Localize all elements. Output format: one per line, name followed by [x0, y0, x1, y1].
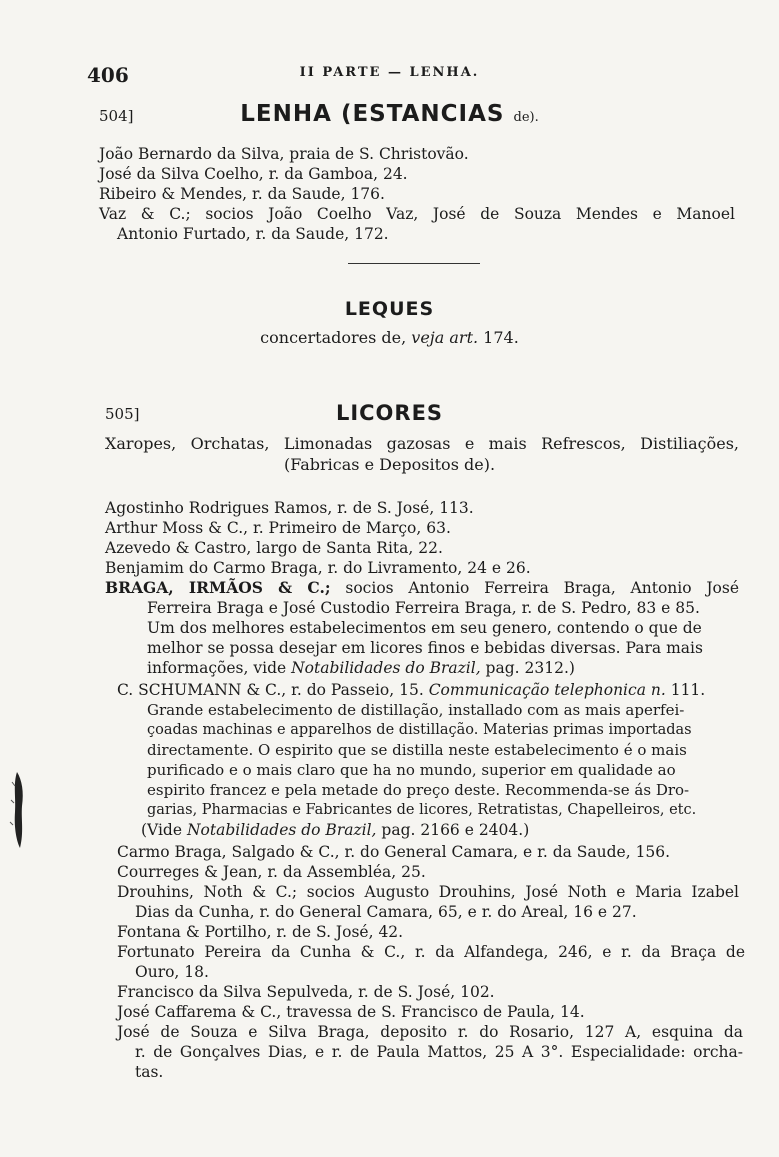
leques-subtitle-ref: veja art. [411, 328, 479, 347]
braga-name: BRAGA, IRMÃOS & C.; [105, 578, 331, 597]
list-item: Agostinho Rodrigues Ramos, r. de S. José, 113. [105, 499, 474, 517]
section-504-title-suffix: de). [513, 110, 539, 125]
list-item-continuation: r. de Gonçalves Dias, e r. de Paula Mattos, 25 A 3°. Especialidade: orcha- [135, 1043, 743, 1061]
page-number: 406 [87, 63, 129, 87]
section-504-title-text: LENHA (ESTANCIAS [240, 101, 505, 127]
list-item-braga [105, 578, 739, 598]
list-item: Courreges & Jean, r. da Assembléa, 25. [117, 863, 426, 881]
list-item-continuation: Antonio Furtado, r. da Saude, 172. [117, 225, 389, 243]
section-504-title [0, 101, 779, 127]
leques-subtitle-num: 174. [478, 328, 519, 347]
braga-line5-text: informações, vide [147, 659, 292, 677]
leques-subtitle-text: concertadores de, [260, 328, 412, 347]
braga-line5-page: pag. 2312.) [480, 659, 575, 677]
schumann-line1-phone: Communicação telephonica n. [428, 681, 666, 699]
schumann-line5: purificado e o mais claro que ha no mundo, superior em qualidade ao [147, 761, 676, 779]
section-505-subtitle-line2: (Fabricas e Depositos de). [283, 455, 496, 474]
list-item: Azevedo & Castro, largo de Santa Rita, 22. [105, 539, 443, 557]
section-leques-subtitle [0, 328, 779, 348]
list-item: Vaz & C.; socios João Coelho Vaz, José de Souza Mendes e Manoel [99, 205, 735, 223]
list-item: Ribeiro & Mendes, r. da Saude, 176. [99, 185, 385, 203]
list-item-continuation: tas. [135, 1063, 164, 1081]
schumann-line8-text: (Vide [141, 821, 187, 839]
schumann-line8-page: pag. 2166 e 2404.) [376, 821, 530, 839]
list-item: José da Silva Coelho, r. da Gamboa, 24. [99, 165, 408, 183]
list-item-schumann [117, 680, 705, 700]
list-item: Drouhins, Noth & C.; socios Augusto Drouhins, José Noth e Maria Izabel [117, 883, 739, 901]
schumann-line2: Grande estabelecimento de distillação, installado com as mais aperfei- [147, 701, 685, 719]
list-item: Francisco da Silva Sepulveda, r. de S. José, 102. [117, 983, 495, 1001]
list-item-continuation: Ouro, 18. [135, 963, 209, 981]
braga-line3: Um dos melhores estabelecimentos em seu genero, contendo o que de [147, 619, 702, 637]
section-505-title: LICORES [335, 401, 444, 425]
list-item-continuation: Dias da Cunha, r. do General Camara, 65, e r. do Areal, 16 e 27. [135, 903, 637, 921]
section-leques-title: LEQUES [344, 298, 435, 320]
schumann-name: C. SCHUMANN & C., [117, 681, 287, 699]
schumann-line3: çoadas machinas e apparelhos de distillação. Materias primas importadas [147, 722, 692, 738]
list-item: Fontana & Portilho, r. de S. José, 42. [117, 923, 404, 941]
list-item: José Caffarema & C., travessa de S. Francisco de Paula, 14. [117, 1003, 585, 1021]
schumann-line7: garias, Pharmacias e Fabricantes de licores, Retratistas, Chapelleiros, etc. [147, 802, 697, 818]
list-item: Carmo Braga, Salgado & C., r. do General Camara, e r. da Saude, 156. [117, 843, 671, 861]
braga-line2: Ferreira Braga e José Custodio Ferreira Braga, r. de S. Pedro, 83 e 85. [147, 599, 700, 617]
list-item: José de Souza e Silva Braga, deposito r. do Rosario, 127 A, esquina da [117, 1023, 743, 1041]
list-item: Arthur Moss & C., r. Primeiro de Março, 63. [105, 519, 451, 537]
braga-line5 [147, 658, 575, 678]
schumann-line4: directamente. O espirito que se distilla neste estabelecimento é o mais [147, 741, 687, 759]
list-item: Fortunato Pereira da Cunha & C., r. da Alfandega, 246, e r. da Braça de [117, 943, 745, 961]
schumann-line6: espirito francez e pela metade do preço deste. Recommenda-se ás Dro- [147, 781, 690, 799]
divider [348, 263, 480, 264]
list-item: Benjamim do Carmo Braga, r. do Livramento, 24 e 26. [105, 559, 531, 577]
schumann-line8 [141, 820, 529, 840]
braga-line1: socios Antonio Ferreira Braga, Antonio José [330, 579, 739, 597]
schumann-line1-number: 111. [665, 681, 706, 699]
schumann-line1-text: r. do Passeio, 15. [286, 681, 429, 699]
section-505-subtitle-line1: Xaropes, Orchatas, Limonadas gazosas e mais Refrescos, Distiliações, [105, 434, 739, 453]
section-505-number: 505] [105, 405, 140, 423]
braga-line5-ref: Notabilidades do Brazil, [291, 659, 481, 677]
braga-line4: melhor se possa desejar em licores finos e bebidas diversas. Para mais [147, 639, 703, 657]
list-item: João Bernardo da Silva, praia de S. Christovão. [99, 145, 469, 163]
ink-smudge-icon [8, 770, 30, 850]
running-title: II PARTE — LENHA. [299, 65, 480, 80]
schumann-line8-ref: Notabilidades do Brazil, [186, 821, 377, 839]
section-504-number: 504] [99, 107, 134, 125]
